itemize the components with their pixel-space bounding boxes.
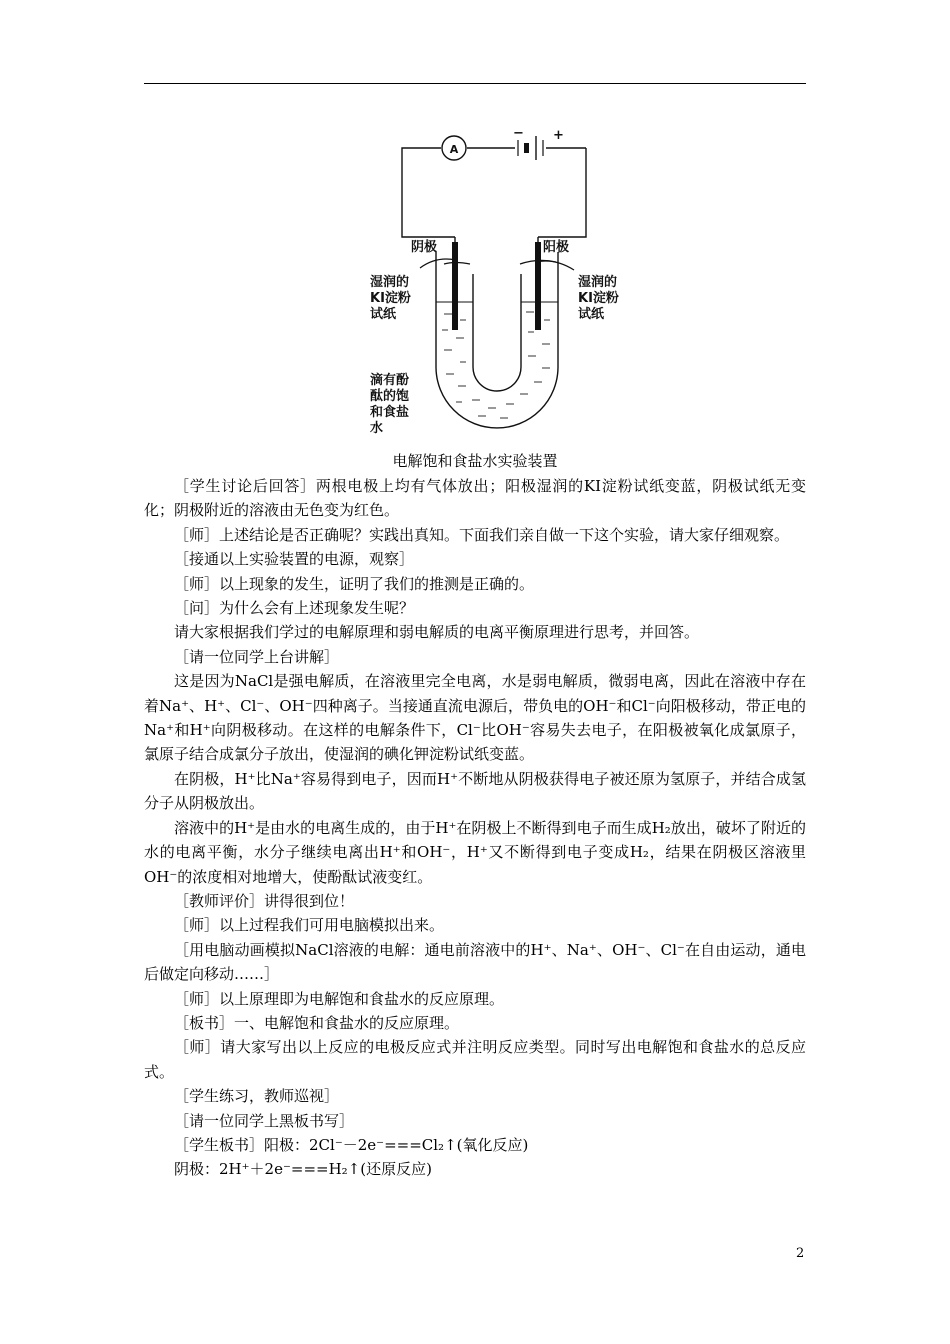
solution-dashes: [442, 312, 550, 418]
paragraph: ［请一位同学上黑板书写］: [174, 1111, 355, 1130]
anode-electrode: [535, 242, 541, 330]
paragraph: 请大家根据我们学过的电解原理和弱电解质的电离平衡原理进行思考，并回答。: [174, 623, 700, 642]
solution-label-4: 水: [370, 421, 384, 436]
left-wire: [402, 148, 455, 237]
paragraph: ［请一位同学上台讲解］: [174, 647, 340, 666]
figure-caption: 电解饱和食盐水实验装置: [392, 452, 558, 470]
body-text: [144, 474, 806, 1182]
paragraph: ［师］以上现象的发生，证明了我们的推测是正确的。: [174, 574, 535, 593]
paragraph: ［师］请大家写出以上反应的电极反应式并注明反应类型。同时写出电解饱和食盐水的总反应式。: [144, 1038, 806, 1081]
paragraph: ［问］为什么会有上述现象发生呢？: [174, 599, 415, 618]
ammeter-label: A: [449, 143, 459, 156]
paragraph: ［学生讨论后回答］两根电极上均有气体放出；阳极湿润的KI淀粉试纸变蓝，阴极试纸无变化；阴极附近的溶液由无色变为红色。: [144, 477, 806, 520]
left-test-paper: [420, 259, 456, 268]
battery-minus-label: −: [513, 126, 524, 141]
paragraph: ［师］以上过程我们可用电脑模拟出来。: [174, 916, 445, 935]
paragraph: ［学生练习，教师巡视］: [174, 1087, 340, 1106]
left-paper-label-2: KI淀粉: [370, 291, 411, 306]
paragraph: ［用电脑动画模拟NaCl溶液的电解：通电前溶液中的H⁺、Na⁺、OH⁻、Cl⁻在自由运动，通电后做定向移动……］: [144, 940, 806, 984]
header-rule: [144, 83, 806, 84]
cathode-electrode: [452, 242, 458, 330]
solution-label-3: 和食盐: [370, 405, 410, 420]
left-paper-label-1: 湿润的: [370, 275, 410, 290]
paragraph: ［板书］一、电解饱和食盐水的反应原理。: [174, 1013, 460, 1032]
right-wire: [538, 148, 586, 237]
paragraph: ［教师评价］讲得很到位！: [174, 891, 355, 910]
solution-label-1: 滴有酚: [370, 373, 410, 388]
paragraph: 阴极：2H⁺＋2e⁻===H₂↑(还原反应): [174, 1160, 432, 1179]
page-number: 2: [796, 1246, 805, 1261]
left-paper-label-3: 试纸: [370, 307, 397, 322]
paragraph: ［学生板书］阳极：2Cl⁻－2e⁻===Cl₂↑(氧化反应): [174, 1135, 529, 1154]
cathode-label: 阴极: [411, 240, 438, 255]
paragraph: 在阴极，H⁺比Na⁺容易得到电子，因而H⁺不断地从阴极获得电子被还原为氢原子，并结合成氢分子从阴极放出。: [144, 769, 806, 813]
paragraph: ［师］上述结论是否正确呢？实践出真知。下面我们亲自做一下这个实验，请大家仔细观察。: [174, 525, 790, 544]
right-paper-label-1: 湿润的: [578, 275, 618, 290]
paragraph: 这是因为NaCl是强电解质，在溶液里完全电离，水是弱电解质，微弱电离，因此在溶液中存在着Na⁺、H⁺、Cl⁻、OH⁻四种离子。当接通直流电源后，带负电的OH⁻和Cl⁻向阳极移动，带正电的Na⁺和H⁺向阴极移动。在这样的电解条件下，Cl⁻比OH⁻容易失去电子，在阳极被氧化成氯原子，氯原子结合成氯分子放出，使湿润的碘化钾淀粉试纸变蓝。: [144, 672, 806, 764]
battery-plus-label: +: [553, 128, 564, 143]
electrolysis-apparatus-figure: [360, 124, 660, 444]
paragraph: ［师］以上原理即为电解饱和食盐水的反应原理。: [174, 989, 505, 1008]
anode-label: 阳极: [543, 240, 570, 255]
u-tube-inner: [473, 274, 521, 391]
apparatus-diagram: [360, 124, 660, 444]
paragraph: ［接通以上实验装置的电源，观察］: [174, 550, 415, 569]
solution-label-2: 酞的饱: [370, 389, 410, 404]
right-paper-label-3: 试纸: [578, 307, 605, 322]
paragraph: 溶液中的H⁺是由水的电离生成的，由于H⁺在阴极上不断得到电子而生成H₂放出，破坏了附近的水的电离平衡，水分子继续电离出H⁺和OH⁻，H⁺又不断得到电子变成H₂，结果在阴极区溶液里OH⁻的浓度相对地增大，使酚酞试液变红。: [144, 818, 806, 886]
right-paper-label-2: KI淀粉: [578, 291, 619, 306]
